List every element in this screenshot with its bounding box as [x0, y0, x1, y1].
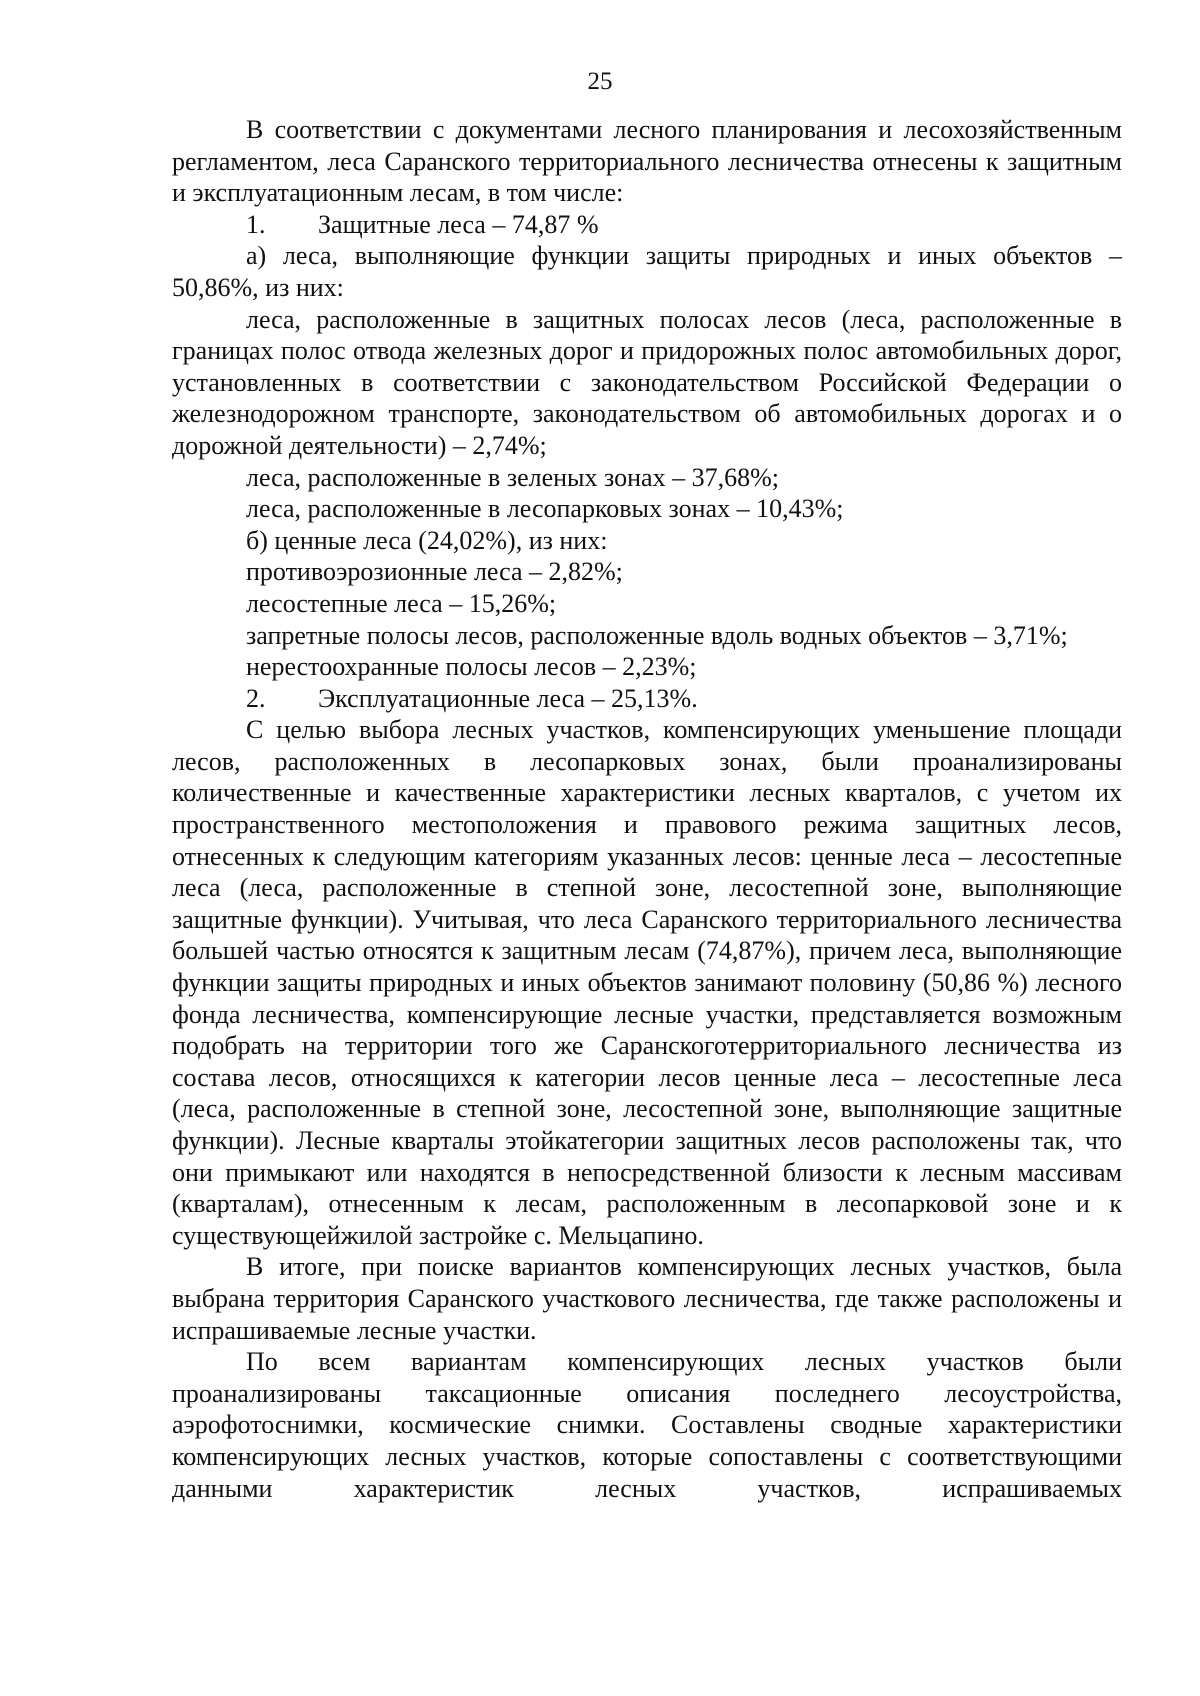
subitem-b: б) ценные леса (24,02%), из них: [246, 525, 608, 555]
list-item-1-number: 1. [246, 209, 266, 239]
subitem-a: а) леса, выполняющие функции защиты природных и иных объектов – 50,86%, из них: [172, 241, 1122, 302]
subitem-a-forest-park-zones: леса, расположенные в лесопарковых зонах – 10,43%; [246, 494, 844, 524]
subitem-a-protective-strips: леса, расположенные в защитных полосах лесов (леса, расположенные в границах полос отвода железных дорог и придорожных полос автомобильных дорог, установленных в соответствии с законодательством Российской Федерации о железнодорожном транспорте, законодательством об автомобильных дорогах и о дорожной деятельности) – 2,74%; [172, 304, 1122, 460]
subitem-b-forest-steppe: лесостепные леса – 15,26%; [246, 588, 557, 618]
result-paragraph: В итоге, при поиске вариантов компенсирующих лесных участков, была выбрана территория Саранского участкового лесничества, где также расположены и испрашиваемые лесные участки. [172, 1252, 1122, 1345]
list-item-2-text: Эксплуатационные леса – 25,13%. [318, 683, 698, 713]
document-body [172, 114, 1122, 1504]
subitem-b-spawning-strips: нерестоохранные полосы лесов – 2,23%; [246, 652, 697, 682]
variants-paragraph: По всем вариантам компенсирующих лесных участков были проанализированы таксационные описания последнего лесоустройства, аэрофотоснимки, космические снимки. Составлены сводные характеристики компенсирующих лесных участков, которые сопоставлены с соответствующими данными характеристик лесных участков, испрашиваемых [172, 1347, 1122, 1503]
list-item-2 [172, 683, 1122, 715]
subitem-a-green-zones: леса, расположенные в зеленых зонах – 37,68%; [246, 462, 779, 492]
list-item-1-text: Защитные леса – 74,87 % [318, 209, 599, 239]
page-number: 25 [587, 68, 613, 95]
goal-paragraph: С целью выбора лесных участков, компенсирующих уменьшение площади лесов, расположенных в лесопарковых зонах, были проанализированы количественные и качественные характеристики лесных кварталов, с учетом их пространственного местоположения и правового режима защитных лесов, отнесенных к следующим категориям указанных лесов: ценные леса – лесостепные леса (леса, расположенные в степной зоне, лесостепной зоне, выполняющие защитные функции). Учитывая, что леса Саранского территориального лесничества большей частью относятся к защитным лесам (74,87%), причем леса, выполняющие функции защиты природных и иных объектов занимают половину (50,86 %) лесного фонда лесничества, компенсирующие лесные участки, представляется возможным подобрать на территории того же Саранскоготерриториального лесничества из состава лесов, относящихся к категории лесов ценные леса – лесостепные леса (леса, расположенные в степной зоне, лесостепной зоне, выполняющие защитные функции). Лесные кварталы этойкатегории защитных лесов расположены так, что они примыкают или находятся в непосредственной близости к лесным массивам (кварталам), отнесенным к лесам, расположенным в лесопарковой зоне и к существующейжилой застройке с. Мельцапино. [172, 715, 1122, 1250]
subitem-b-water-strips: запретные полосы лесов, расположенные вдоль водных объектов – 3,71%; [246, 620, 1068, 650]
list-item-2-number: 2. [246, 683, 266, 713]
list-item-1 [172, 209, 1122, 241]
subitem-b-anti-erosion: противоэрозионные леса – 2,82%; [246, 557, 623, 587]
intro-paragraph: В соответствии с документами лесного планирования и лесохозяйственным регламентом, леса Саранского территориального лесничества отнесены к защитным и эксплуатационным лесам, в том числе: [172, 115, 1122, 208]
